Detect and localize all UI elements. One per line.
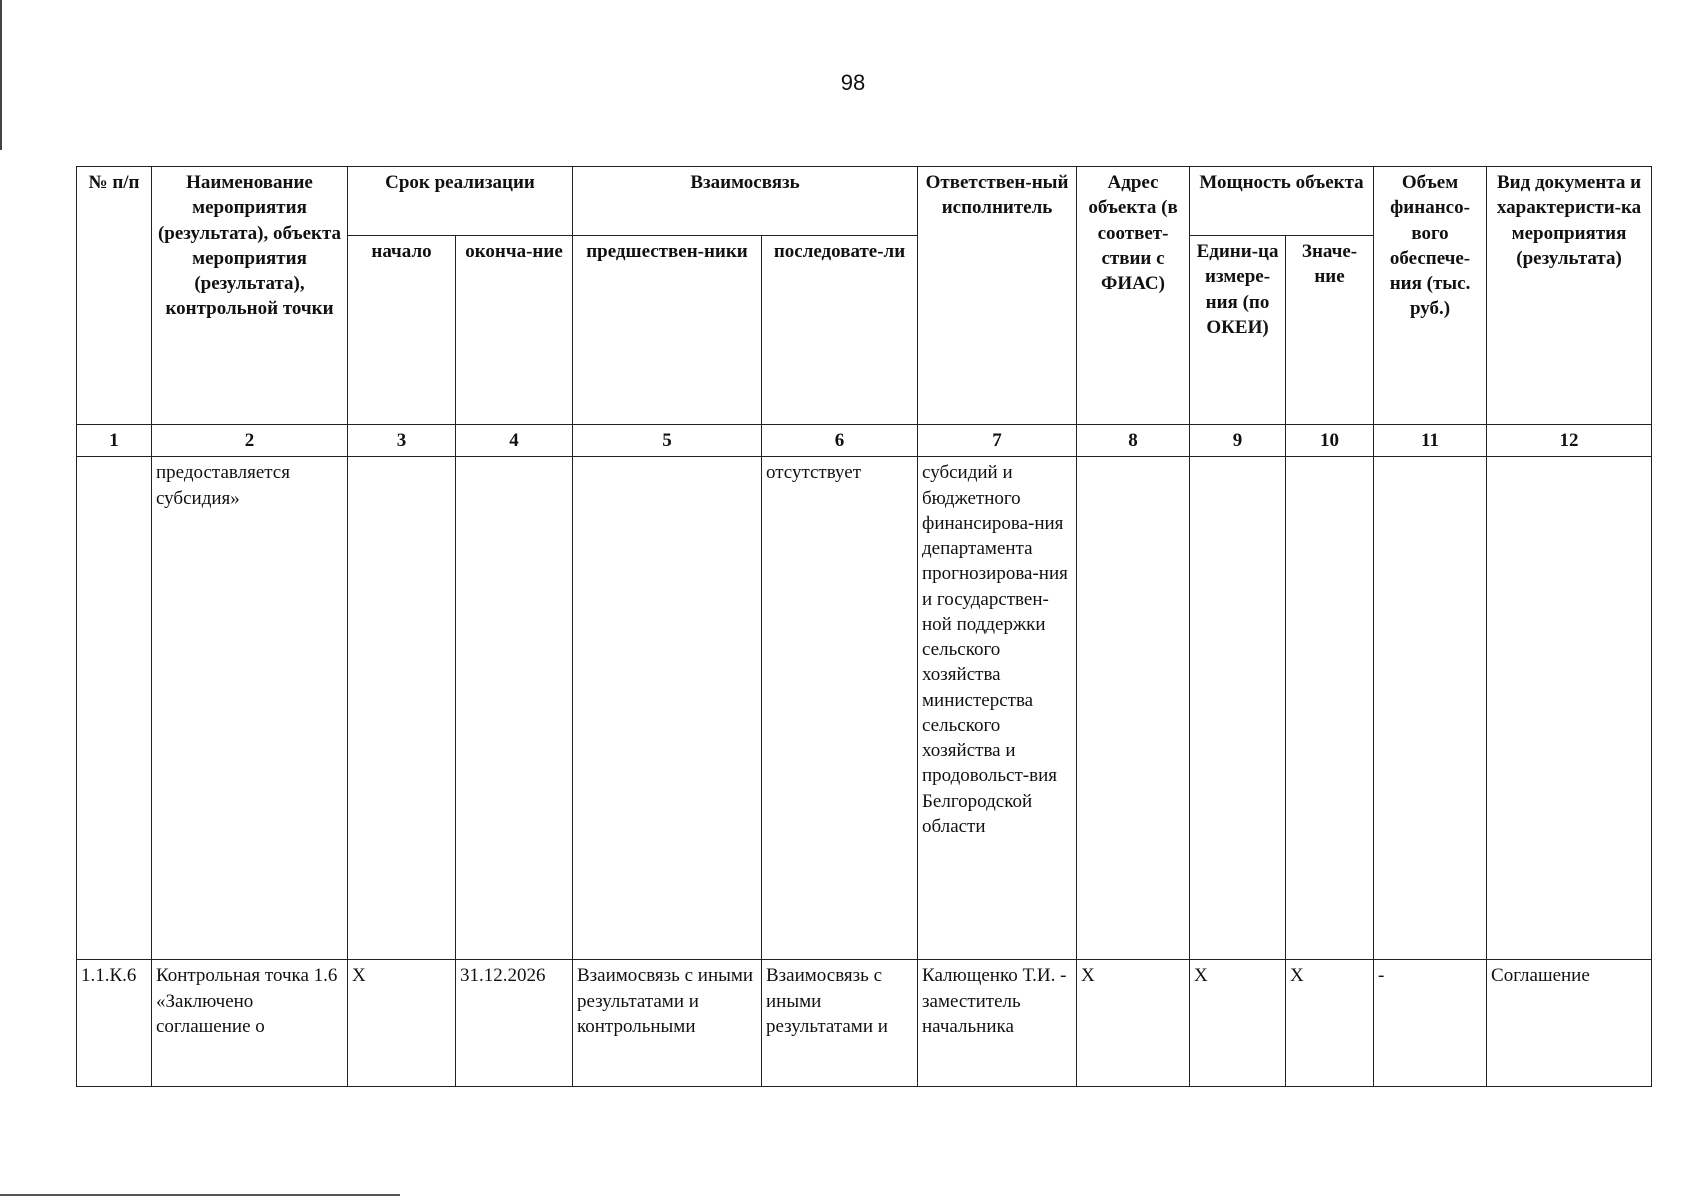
- cell-successors: отсутствует: [762, 457, 918, 960]
- cell-finance: [1374, 457, 1487, 960]
- cell-start: Х: [348, 960, 456, 1087]
- column-number-row: [77, 425, 1652, 457]
- header-capacity-unit: Едини-ца измере-ния (по ОКЕИ): [1190, 236, 1286, 425]
- cell-num: [77, 457, 152, 960]
- header-row-1: [77, 167, 1652, 236]
- column-number: 4: [456, 425, 573, 457]
- header-srok-end: оконча-ние: [456, 236, 573, 425]
- column-number: 10: [1286, 425, 1374, 457]
- cell-end: [456, 457, 573, 960]
- cell-predecessors: [573, 457, 762, 960]
- cell-name: Контрольная точка 1.6 «Заключено соглашение о: [152, 960, 348, 1087]
- column-number: 7: [918, 425, 1077, 457]
- cell-end: 31.12.2026: [456, 960, 573, 1087]
- column-number: 6: [762, 425, 918, 457]
- cell-responsible: Калющенко Т.И. - заместитель начальника: [918, 960, 1077, 1087]
- scan-bottom-edge-rule: [0, 1194, 400, 1196]
- cell-successors: Взаимосвязь с иными результатами и: [762, 960, 918, 1087]
- plan-table: [76, 166, 1652, 1087]
- cell-document: [1487, 457, 1652, 960]
- cell-unit: Х: [1190, 960, 1286, 1087]
- column-number: 9: [1190, 425, 1286, 457]
- page-number: 98: [840, 70, 866, 95]
- header-srok-start: начало: [348, 236, 456, 425]
- cell-responsible: субсидий и бюджетного финансирова-ния департамента прогнозирова-ния и государствен-ной поддержки сельского хозяйства министерства сельского хозяйства и продовольст-вия Белгородской области: [918, 457, 1077, 960]
- cell-address: Х: [1077, 960, 1190, 1087]
- cell-predecessors: Взаимосвязь с иными результатами и контрольными: [573, 960, 762, 1087]
- header-address: Адрес объекта (в соответ-ствии с ФИАС): [1077, 167, 1190, 425]
- column-number: 3: [348, 425, 456, 457]
- cell-finance: -: [1374, 960, 1487, 1087]
- column-number: 2: [152, 425, 348, 457]
- cell-value: Х: [1286, 960, 1374, 1087]
- header-vzaimosvyaz: Взаимосвязь: [573, 167, 918, 236]
- table-row: [77, 457, 1652, 960]
- header-predecessors: предшествен-ники: [573, 236, 762, 425]
- column-number: 11: [1374, 425, 1487, 457]
- column-number: 1: [77, 425, 152, 457]
- header-successors: последовате-ли: [762, 236, 918, 425]
- header-capacity-value: Значе-ние: [1286, 236, 1374, 425]
- header-srok: Срок реализации: [348, 167, 573, 236]
- header-document: Вид документа и характеристи-ка мероприятия (результата): [1487, 167, 1652, 425]
- cell-name: предоставляется субсидия»: [152, 457, 348, 960]
- header-responsible: Ответствен-ный исполнитель: [918, 167, 1077, 425]
- column-number: 8: [1077, 425, 1190, 457]
- cell-unit: [1190, 457, 1286, 960]
- cell-address: [1077, 457, 1190, 960]
- header-finance: Объем финансо-вого обеспече-ния (тыс. руб.): [1374, 167, 1487, 425]
- cell-num: 1.1.К.6: [77, 960, 152, 1087]
- cell-value: [1286, 457, 1374, 960]
- cell-document: Соглашение: [1487, 960, 1652, 1087]
- header-num: № п/п: [77, 167, 152, 425]
- header-capacity: Мощность объекта: [1190, 167, 1374, 236]
- column-number: 12: [1487, 425, 1652, 457]
- header-name: Наименование мероприятия (результата), объекта мероприятия (результата), контрольной точки: [152, 167, 348, 425]
- table-row: [77, 960, 1652, 1087]
- column-number: 5: [573, 425, 762, 457]
- cell-start: [348, 457, 456, 960]
